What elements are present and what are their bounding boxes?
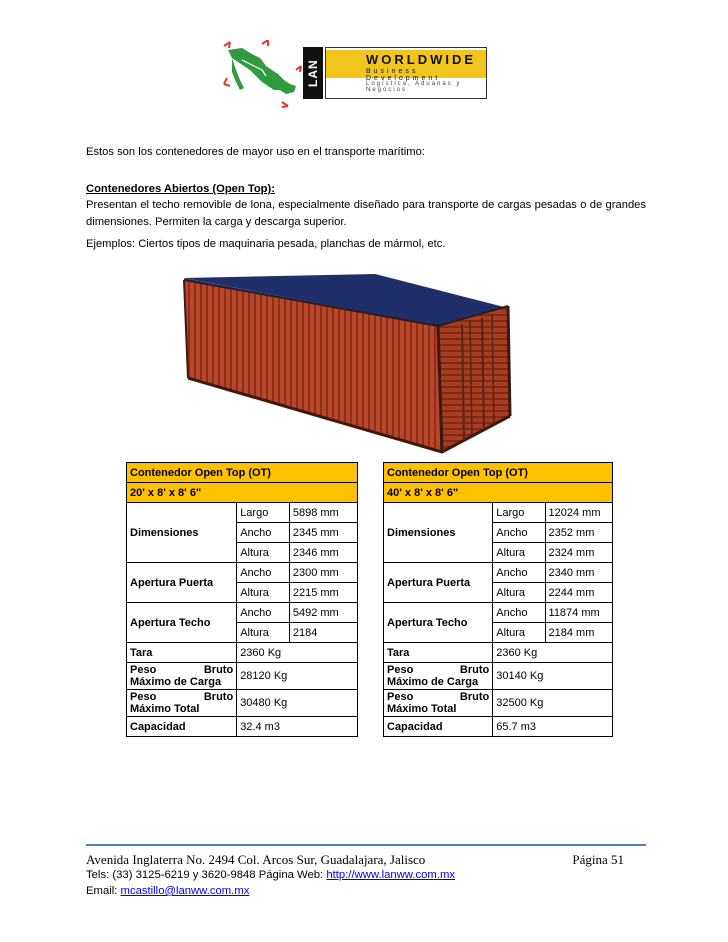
capacidad-label: Capacidad	[384, 717, 493, 737]
altura-label: Altura	[237, 543, 290, 563]
techo-label: Apertura Techo	[127, 603, 237, 643]
tara-label: Tara	[384, 643, 493, 663]
largo-value: 12024 mm	[545, 503, 612, 523]
email-link[interactable]: mcastillo@lanww.com.mx	[120, 885, 250, 897]
footer-address: Avenida Inglaterra No. 2494 Col. Arcos Sur, Guadalajara, Jalisco	[86, 852, 426, 867]
techo-ancho-label: Ancho	[493, 603, 545, 623]
max-carga-label: Peso Bruto Máximo de Carga	[384, 663, 493, 690]
footer-address-row	[86, 852, 624, 868]
max-carga-value: 28120 Kg	[237, 663, 358, 690]
largo-label: Largo	[237, 503, 290, 523]
altura-value: 2324 mm	[545, 543, 612, 563]
techo-altura-value: 2184	[289, 623, 357, 643]
altura-value: 2346 mm	[289, 543, 357, 563]
logo-main-text: WORLDWIDE	[366, 52, 477, 67]
techo-ancho-value: 5492 mm	[289, 603, 357, 623]
description-paragraph: Presentan el techo removible de lona, especialmente diseñado para transporte de cargas pesadas o de grandes dimensiones. Permiten la carga y descarga superior.	[86, 199, 646, 228]
capacidad-value: 32.4 m3	[237, 717, 358, 737]
altura-label: Altura	[493, 543, 545, 563]
largo-value: 5898 mm	[289, 503, 357, 523]
table-title: Contenedor Open Top (OT)	[384, 463, 613, 483]
mexico-map-logo-icon	[222, 40, 302, 108]
capacidad-value: 65.7 m3	[493, 717, 613, 737]
footer-email-row	[86, 885, 249, 897]
table-size: 40' x 8' x 8' 6"	[384, 483, 613, 503]
puerta-ancho-label: Ancho	[237, 563, 290, 583]
table-size: 20' x 8' x 8' 6"	[127, 483, 358, 503]
techo-altura-value: 2184 mm	[545, 623, 612, 643]
table-title: Contenedor Open Top (OT)	[127, 463, 358, 483]
puerta-altura-label: Altura	[237, 583, 290, 603]
ancho-value: 2345 mm	[289, 523, 357, 543]
tara-value: 2360 Kg	[493, 643, 613, 663]
logo-tagline: Logística, Aduanas y Negocios	[366, 81, 462, 93]
tara-label: Tara	[127, 643, 237, 663]
max-total-label: Peso Bruto Máximo Total	[384, 690, 493, 717]
page-number: Página 51	[572, 852, 624, 867]
section-heading: Contenedores Abiertos (Open Top):	[86, 183, 275, 195]
tara-value: 2360 Kg	[237, 643, 358, 663]
techo-ancho-value: 11874 mm	[545, 603, 612, 623]
footer-email-label: Email:	[86, 885, 121, 897]
max-total-label: Peso Bruto Máximo Total	[127, 690, 237, 717]
examples-paragraph: Ejemplos: Ciertos tipos de maquinaria pesada, planchas de mármol, etc.	[86, 238, 446, 250]
puerta-ancho-value: 2340 mm	[545, 563, 612, 583]
puerta-ancho-label: Ancho	[493, 563, 545, 583]
max-carga-value: 30140 Kg	[493, 663, 613, 690]
footer-divider	[86, 844, 646, 846]
ancho-label: Ancho	[237, 523, 290, 543]
puerta-label: Apertura Puerta	[384, 563, 493, 603]
dimensiones-label: Dimensiones	[384, 503, 493, 563]
ancho-value: 2352 mm	[545, 523, 612, 543]
open-top-container-image	[170, 266, 530, 456]
max-total-value: 32500 Kg	[493, 690, 613, 717]
ancho-label: Ancho	[493, 523, 545, 543]
max-carga-label: Peso Bruto Máximo de Carga	[127, 663, 237, 690]
puerta-altura-value: 2215 mm	[289, 583, 357, 603]
techo-label: Apertura Techo	[384, 603, 493, 643]
puerta-label: Apertura Puerta	[127, 563, 237, 603]
techo-altura-label: Altura	[493, 623, 545, 643]
capacidad-label: Capacidad	[127, 717, 237, 737]
intro-paragraph: Estos son los contenedores de mayor uso en el transporte marítimo:	[86, 146, 425, 158]
puerta-ancho-value: 2300 mm	[289, 563, 357, 583]
spec-table-40ft	[383, 462, 613, 737]
footer-contact-row	[86, 869, 455, 881]
website-link[interactable]: http://www.lanww.com.mx	[326, 869, 456, 881]
largo-label: Largo	[493, 503, 545, 523]
logo-sub-text: Business Development	[366, 68, 441, 82]
spec-table-20ft	[126, 462, 358, 737]
max-total-value: 30480 Kg	[237, 690, 358, 717]
dimensiones-label: Dimensiones	[127, 503, 237, 563]
logo-lan-mark: LAN	[303, 47, 323, 99]
puerta-altura-label: Altura	[493, 583, 545, 603]
footer-tels: Tels: (33) 3125-6219 y 3620-9848 Página Web:	[86, 869, 327, 881]
puerta-altura-value: 2244 mm	[545, 583, 612, 603]
techo-ancho-label: Ancho	[237, 603, 290, 623]
logo-wordmark	[325, 47, 487, 99]
techo-altura-label: Altura	[237, 623, 290, 643]
